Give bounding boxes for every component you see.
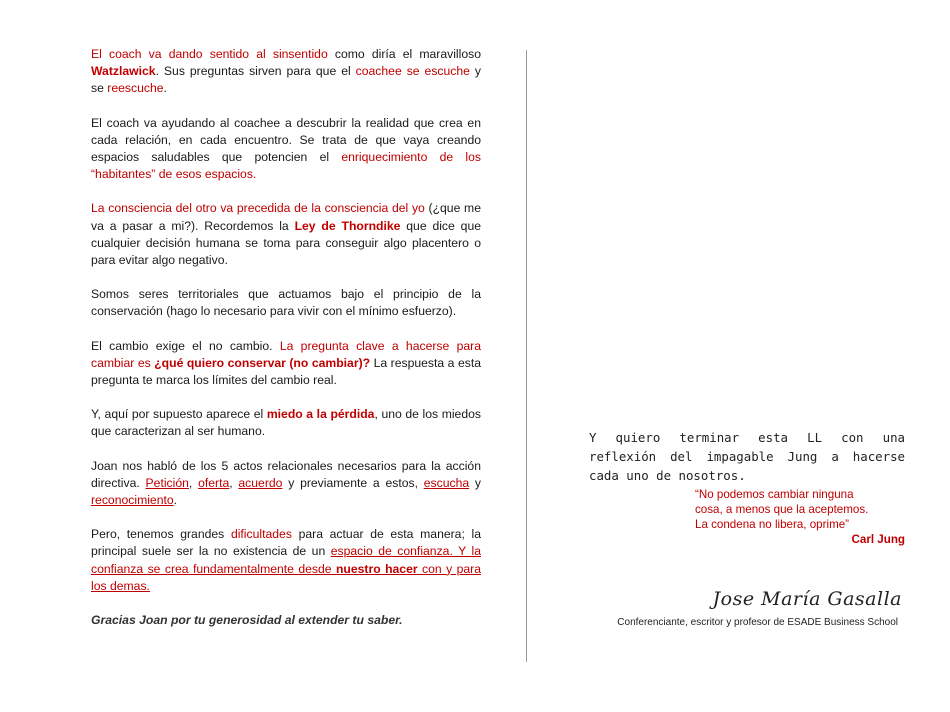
author-signature: Jose María Gasalla [712, 588, 902, 610]
quote-line: La condena no libera, oprime” [695, 518, 850, 531]
author-credentials: Conferenciante, escritor y profesor de ESADE Business School [617, 617, 898, 628]
paragraph-6: Y, aquí por supuesto aparece el miedo a la pérdida, uno de los miedos que caracterizan al ser humano. [91, 407, 481, 439]
paragraph-5: El cambio exige el no cambio. La pregunta clave a hacerse para cambiar es ¿qué quiero conservar (no cambiar)? La respuesta a esta pregunta te marca los límites del cambio real. [91, 338, 481, 388]
fear-of-loss: miedo a la pérdida [266, 407, 375, 422]
term-reconocimiento: reconocimiento [91, 493, 174, 508]
jung-quote [695, 487, 905, 547]
column-divider [526, 50, 527, 662]
quote-line: “No podemos cambiar ninguna [695, 488, 854, 501]
term-acuerdo: acuerdo [238, 475, 283, 490]
jung-intro: Y quiero terminar esta LL con una reflexión del impagable Jung a hacerse cada uno de nosotros. [589, 430, 905, 483]
term-oferta: oferta [198, 475, 230, 490]
key-question: ¿qué quiero conservar (no cambiar)? [154, 355, 371, 370]
paragraph-4: Somos seres territoriales que actuamos bajo el principio de la conservación (hago lo necesario para vivir con el mínimo esfuerzo). [91, 287, 481, 319]
thorndike-law: Ley de Thorndike [294, 218, 401, 233]
term-peticion: Petición [145, 475, 189, 490]
paragraph-3: La consciencia del otro va precedida de la consciencia del yo (¿que me va a pasar a mi?). Recordemos la Ley de Thorndike que dice que cualquier decisión humana se toma para conseguir algo placentero o para evitar algo negativo. [91, 201, 481, 268]
paragraph-2: El coach va ayudando al coachee a descubrir la realidad que crea en cada relación, en cada encuentro. Se trata de que vaya creando espacios saludables que potencien el enriquecimiento de los “habitantes” de esos espacios. [91, 115, 481, 182]
paragraph-7: Joan nos habló de los 5 actos relacionales necesarios para la acción directiva. Petición, oferta, acuerdo y previamente a estos, escucha y reconocimiento. [91, 458, 482, 508]
paragraph-8: Pero, tenemos grandes dificultades para actuar de esta manera; la principal suele ser la no existencia de un espacio de confianza. Y la confianza se crea fundamentalmente desde nuestro hacer con y para los demas. [91, 527, 482, 593]
closing-thanks: Gracias Joan por tu generosidad al extender tu saber. [91, 613, 403, 628]
left-column [91, 46, 481, 646]
watzlawick-name: Watzlawick [91, 64, 156, 79]
term-escucha: escucha [423, 475, 470, 490]
quote-line: cosa, a menos que la aceptemos. [695, 503, 869, 516]
paragraph-1: El coach va dando sentido al sinsentido como diría el maravilloso Watzlawick. Sus preguntas sirven para que el coachee se escuche y se reescuche. [91, 47, 481, 96]
quote-author: Carl Jung [851, 533, 905, 546]
